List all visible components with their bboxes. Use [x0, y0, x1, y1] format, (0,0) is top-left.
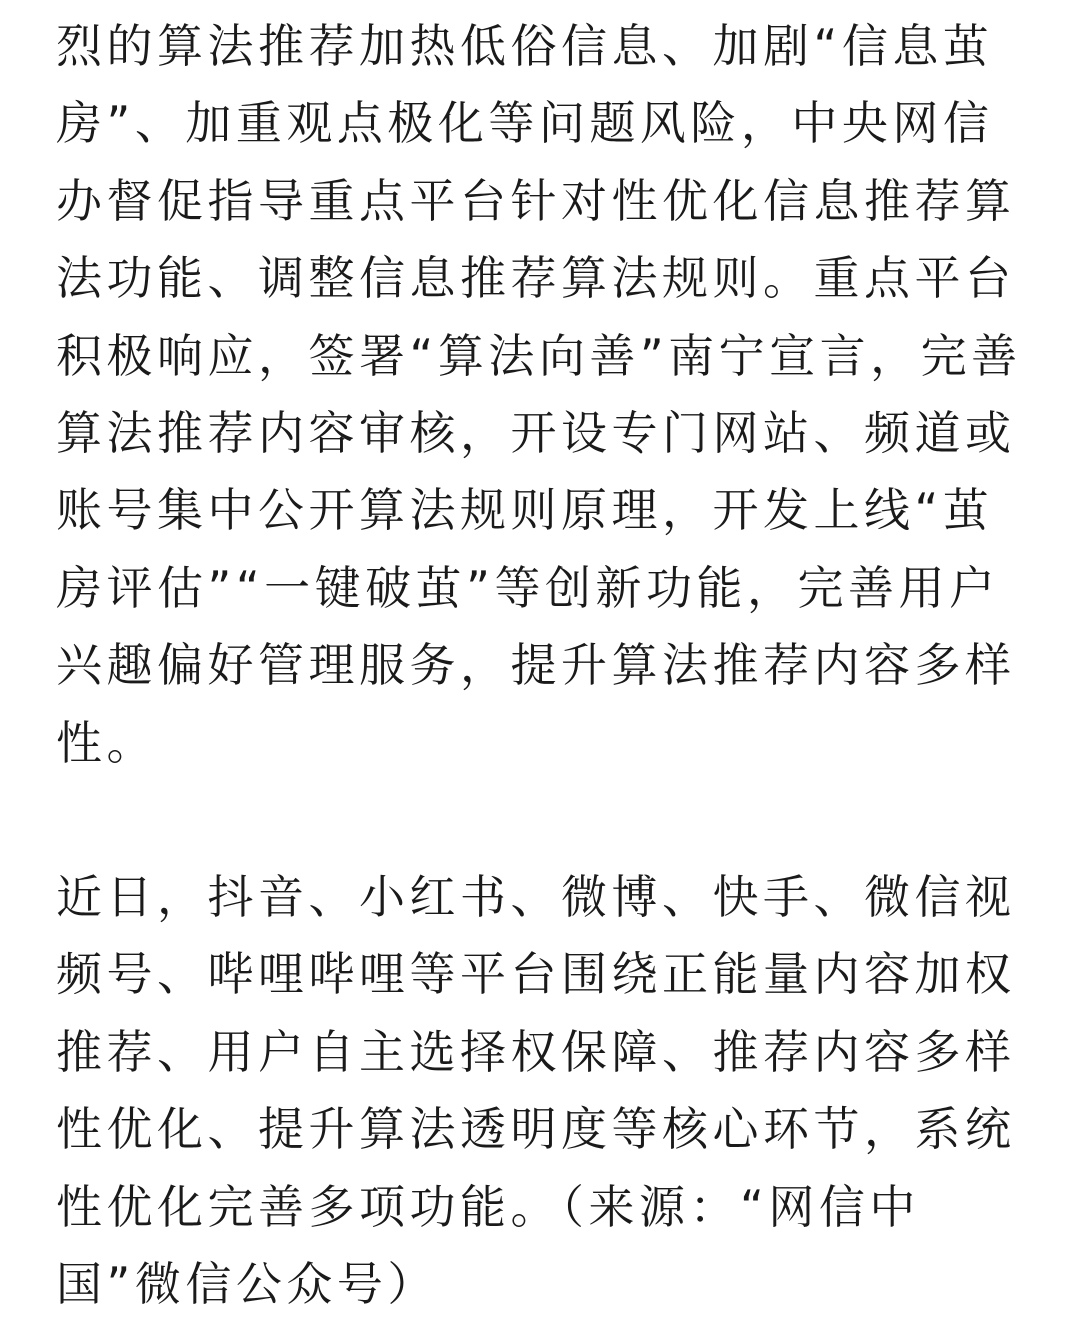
- article-paragraph-algorithm-governance: 烈的算法推荐加热低俗信息、加剧“信息茧房”、加重观点极化等问题风险，中央网信办督促指导重点平台针对性优化信息推荐算法功能、调整信息推荐算法规则。重点平台积极响应，签署“算法向善”南宁宣言，完善算法推荐内容审核，开设专门网站、频道或账号集中公开算法规则原理，开发上线“茧房评估”“一键破茧”等创新功能，完善用户兴趣偏好管理服务，提升算法推荐内容多样性。: [56, 19, 1022, 770]
- article-body: [56, 8, 1026, 1324]
- article-paragraph-platform-optimizations: 近日，抖音、小红书、微博、快手、微信视频号、哔哩哔哩等平台围绕正能量内容加权推荐、用户自主选择权保障、推荐内容多样性优化、提升算法透明度等核心环节，系统性优化完善多项功能。（来源：“网信中国”微信公众号）: [56, 870, 1016, 1312]
